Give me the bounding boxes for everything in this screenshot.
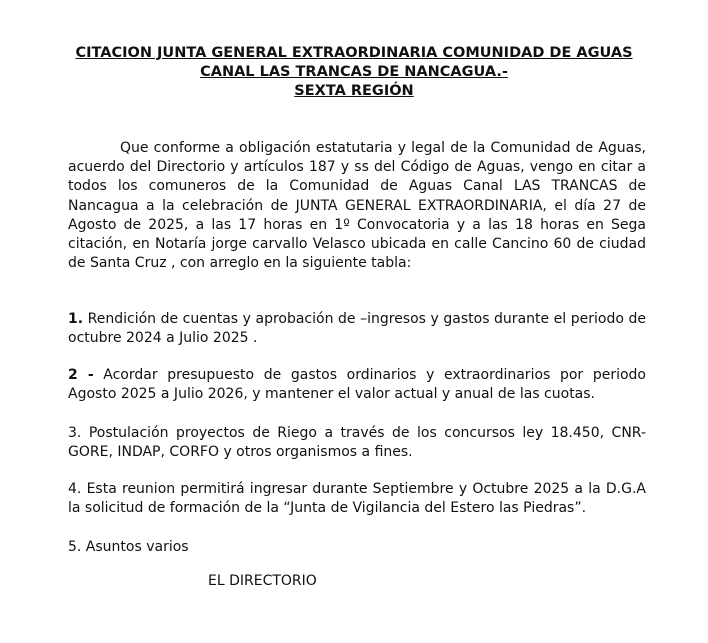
agenda-item-number: 1. <box>68 311 84 327</box>
agenda-item-number: 5. <box>68 539 82 555</box>
agenda-item-2 <box>68 366 646 404</box>
signature: EL DIRECTORIO <box>208 573 317 589</box>
agenda-item-text: Rendición de cuentas y aprobación de –ingresos y gastos durante el periodo de octubre 2024 a Julio 2025 . <box>68 311 646 347</box>
agenda-item-4 <box>68 480 646 518</box>
agenda-item-number: 3. <box>68 425 82 441</box>
agenda-item-3 <box>68 424 646 462</box>
agenda-item-text: Acordar presupuesto de gastos ordinarios y extraordinarios por periodo Agosto 2025 a Julio 2026, y mantener el valor actual y anual de las cuotas. <box>68 367 646 403</box>
title-line-2: CANAL LAS TRANCAS DE NANCAGUA.- <box>200 64 508 80</box>
agenda-item-text: Postulación proyectos de Riego a través de los concursos ley 18.450, CNR-GORE, INDAP, CORFO y otros organismos a fines. <box>68 425 646 461</box>
agenda-item-number: 4. <box>68 481 82 497</box>
agenda-item-text: Esta reunion permitirá ingresar durante Septiembre y Octubre 2025 a la D.G.A la solicitud de formación de la “Junta de Vigilancia del Estero las Piedras”. <box>68 481 646 517</box>
agenda-item-5 <box>68 538 646 557</box>
title-line-1: CITACION JUNTA GENERAL EXTRAORDINARIA COMUNIDAD DE AGUAS <box>75 45 633 61</box>
agenda-item-1 <box>68 310 646 348</box>
agenda-item-number: 2 - <box>68 367 94 383</box>
intro-paragraph: Que conforme a obligación estatutaria y legal de la Comunidad de Aguas, acuerdo del Directorio y artículos 187 y ss del Código de Aguas, vengo en citar a todos los comuneros de la Comunidad de Aguas Canal LAS TRANCAS de Nancagua a la celebración de JUNTA GENERAL EXTRAORDINARIA, el día 27 de Agosto de 2025, a las 17 horas en 1º Convocatoria y a las 18 horas en Sega citación, en Notaría jorge carvallo Velasco ubicada en calle Cancino 60 de ciudad de Santa Cruz , con arreglo en la siguiente tabla: <box>68 140 646 272</box>
agenda-item-text: Asuntos varios <box>81 539 189 555</box>
title-line-3: SEXTA REGIÓN <box>294 83 414 99</box>
